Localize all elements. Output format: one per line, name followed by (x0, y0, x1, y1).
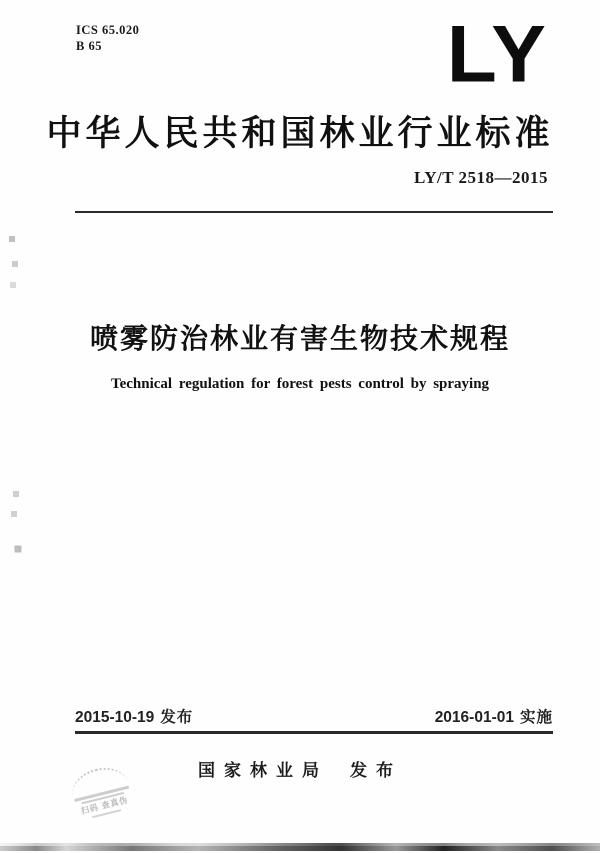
publisher-row (0, 756, 600, 781)
document-title-english: Technical regulation for forest pests control by spraying (110, 376, 490, 392)
footer-divider (75, 731, 553, 734)
header-divider (75, 211, 553, 213)
standard-body-logo: LY (446, 9, 548, 100)
stamp-blurred-line-1 (74, 786, 129, 802)
issue-label: 发布 (160, 709, 194, 726)
implementation-date: 2016-01-01 (434, 709, 514, 726)
standard-number: LY/T 2518—2015 (413, 168, 548, 187)
ics-classification-block (76, 22, 139, 54)
issue-date-group (75, 705, 193, 727)
publish-label: 发布 (350, 761, 402, 780)
implementation-date-group (435, 705, 553, 727)
scan-speckles (0, 0, 4, 4)
stamp-text: 扫码 查真伪 (80, 795, 130, 816)
implementation-label: 实施 (519, 709, 553, 726)
stamp-blurred-line-2 (81, 791, 124, 804)
issue-date: 2015-10-19 (75, 709, 155, 726)
stamp-blurred-line-3 (92, 809, 122, 818)
publisher-name: 国家林业局 (198, 761, 328, 780)
classification-code: B 65 (76, 39, 102, 53)
bottom-scan-edge (0, 843, 600, 851)
date-row (75, 705, 553, 727)
standard-category-title: 中华人民共和国林业行业标准 (46, 114, 554, 153)
ics-code: ICS 65.020 (76, 23, 140, 37)
document-title-chinese: 喷雾防治林业有害生物技术规程 (89, 323, 510, 354)
